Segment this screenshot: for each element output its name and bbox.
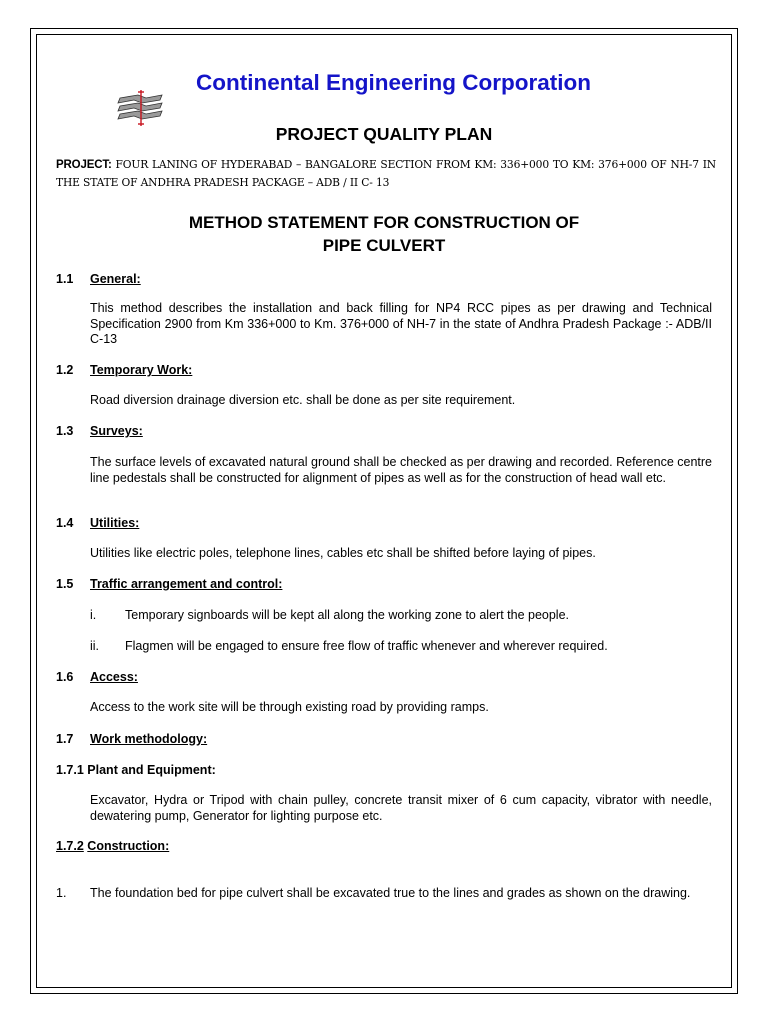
subsection-heading-construction: [56, 839, 169, 853]
document-title: PROJECT QUALITY PLAN: [275, 124, 493, 144]
section-title: Access:: [90, 670, 138, 684]
section-number: 1.7.2: [56, 839, 84, 853]
plant-paragraph: Excavator, Hydra or Tripod with chain pulley, concrete transit mixer of 6 cum capacity, vibrator with needle, dewatering pump, Generator for lighting purpose etc.: [90, 793, 712, 823]
section-number: 1.7: [56, 732, 74, 746]
section-title: Plant and Equipment:: [87, 763, 216, 777]
list-marker: 1.: [56, 886, 67, 900]
section-heading-general: [56, 272, 141, 286]
list-text: Flagmen will be engaged to ensure free flow of traffic whenever and wherever required.: [125, 639, 608, 653]
section-heading-surveys: [56, 424, 143, 438]
list-text: Temporary signboards will be kept all along the working zone to alert the people.: [125, 608, 570, 622]
project-label: PROJECT:: [56, 159, 112, 171]
steel-plates-logo-icon: [116, 88, 166, 128]
general-paragraph: This method describes the installation and back filling for NP4 RCC pipes as per drawing and Technical Specification 2900 from Km 336+000 to Km. 376+000 of NH-7 in the state of Andhra Pradesh Package :- ADB/II C-13: [90, 301, 712, 346]
section-heading-access: [56, 670, 138, 684]
project-description: [56, 156, 716, 191]
section-title: Temporary Work:: [90, 363, 193, 377]
section-heading-temporary-work: [56, 363, 192, 377]
method-statement-title: [0, 211, 768, 257]
section-number: 1.5: [56, 577, 74, 591]
temporary-work-paragraph: Road diversion drainage diversion etc. shall be done as per site requirement.: [90, 393, 516, 407]
utilities-paragraph: Utilities like electric poles, telephone lines, cables etc shall be shifted before laying of pipes.: [90, 546, 596, 560]
access-paragraph: Access to the work site will be through existing road by providing ramps.: [90, 700, 489, 714]
section-number: 1.1: [56, 272, 74, 286]
section-heading-utilities: [56, 516, 139, 530]
section-title: Traffic arrangement and control:: [90, 577, 283, 591]
section-number: 1.7.1: [56, 763, 84, 777]
section-number: 1.6: [56, 670, 74, 684]
method-title-line2: PIPE CULVERT: [322, 236, 446, 255]
project-text: FOUR LANING OF HYDERABAD – BANGALORE SECTION FROM KM: 336+000 TO KM: 376+000 OF NH-7 IN THE STATE OF ANDHRA PRADESH PACKAGE – ADB / II C- 13: [56, 158, 716, 189]
section-number: 1.3: [56, 424, 74, 438]
surveys-paragraph: The surface levels of excavated natural ground shall be checked as per drawing and recorded. Reference centre line pedestals shall be constructed for alignment of pipes as well as for the construction of head wall etc.: [90, 455, 712, 485]
section-title: Utilities:: [90, 516, 140, 530]
company-name: Continental Engineering Corporation: [196, 70, 591, 95]
section-heading-traffic: [56, 577, 282, 591]
section-title: Work methodology:: [90, 732, 208, 746]
section-number: 1.4: [56, 516, 74, 530]
list-marker: ii.: [90, 639, 100, 653]
section-title: General:: [90, 272, 141, 286]
subsection-heading-plant: [56, 763, 216, 777]
list-text: The foundation bed for pipe culvert shall be excavated true to the lines and grades as shown on the drawing.: [90, 886, 691, 900]
section-title: Surveys:: [90, 424, 143, 438]
list-marker: i.: [90, 608, 97, 622]
section-heading-work-methodology: [56, 732, 207, 746]
method-title-line1: METHOD STATEMENT FOR CONSTRUCTION OF: [188, 213, 580, 232]
section-title: Construction:: [87, 839, 170, 853]
section-number: 1.2: [56, 363, 74, 377]
